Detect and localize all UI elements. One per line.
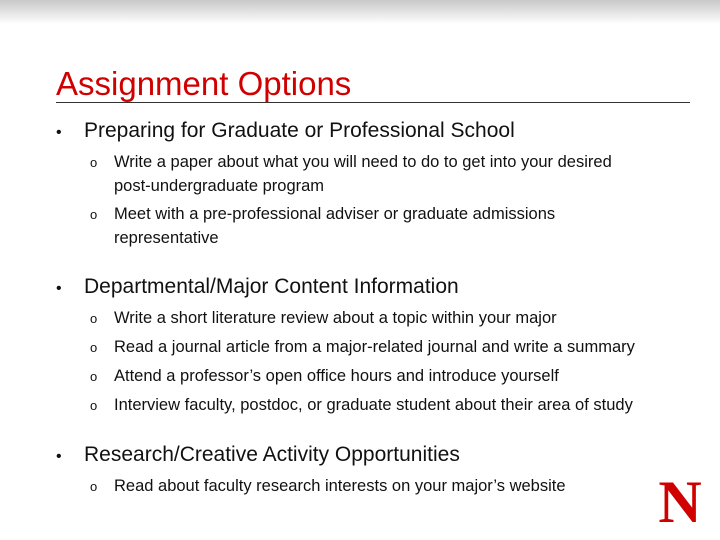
bullet-icon: •: [56, 124, 62, 141]
sub-item-text: Read a journal article from a major-related journal and write a summary: [114, 338, 635, 356]
title-underline: [56, 102, 690, 103]
bullet-item: [56, 116, 646, 148]
nebraska-n-logo-icon: [650, 470, 710, 530]
sub-item-text: Read about faculty research interests on your major’s website: [114, 477, 566, 495]
slide-title: Assignment Options: [56, 65, 352, 102]
sub-bullet-icon: o: [90, 340, 98, 355]
sub-item: [90, 150, 646, 198]
logo-letter: N: [658, 470, 702, 530]
bullet-heading: Departmental/Major Content Information: [84, 275, 459, 298]
sub-item: [90, 393, 646, 418]
bullet-icon: •: [56, 280, 62, 297]
section-research: [56, 440, 646, 499]
sub-item: [90, 335, 646, 360]
sub-item: [90, 306, 646, 331]
sub-item-text: Meet with a pre-professional adviser or graduate admissions representative: [114, 205, 556, 247]
section-graduate-school: [56, 116, 646, 250]
sub-list: [90, 150, 646, 250]
bullet-heading: Preparing for Graduate or Professional School: [84, 119, 515, 142]
sub-item-text: Interview faculty, postdoc, or graduate student about their area of study: [114, 396, 633, 414]
sub-list: [90, 474, 646, 499]
sub-bullet-icon: o: [90, 369, 98, 384]
sub-list: [90, 306, 646, 418]
sub-item: [90, 202, 646, 250]
sub-bullet-icon: o: [90, 311, 98, 326]
bullet-heading: Research/Creative Activity Opportunities: [84, 443, 460, 466]
sub-item: [90, 364, 646, 389]
sub-bullet-icon: o: [90, 155, 98, 170]
sub-item-text: Write a paper about what you will need to do to get into your desired post-undergraduate program: [114, 153, 612, 195]
sub-item-text: Write a short literature review about a topic within your major: [114, 309, 557, 327]
bullet-item: [56, 272, 646, 304]
sub-bullet-icon: o: [90, 207, 98, 222]
sub-bullet-icon: o: [90, 479, 98, 494]
top-gradient-bar: [0, 0, 720, 24]
sub-item: [90, 474, 646, 499]
bullet-item: [56, 440, 646, 472]
sub-item-text: Attend a professor’s open office hours and introduce yourself: [114, 367, 559, 385]
content-area: [56, 116, 646, 503]
bullet-icon: •: [56, 448, 62, 465]
section-major-content: [56, 272, 646, 418]
sub-bullet-icon: o: [90, 398, 98, 413]
